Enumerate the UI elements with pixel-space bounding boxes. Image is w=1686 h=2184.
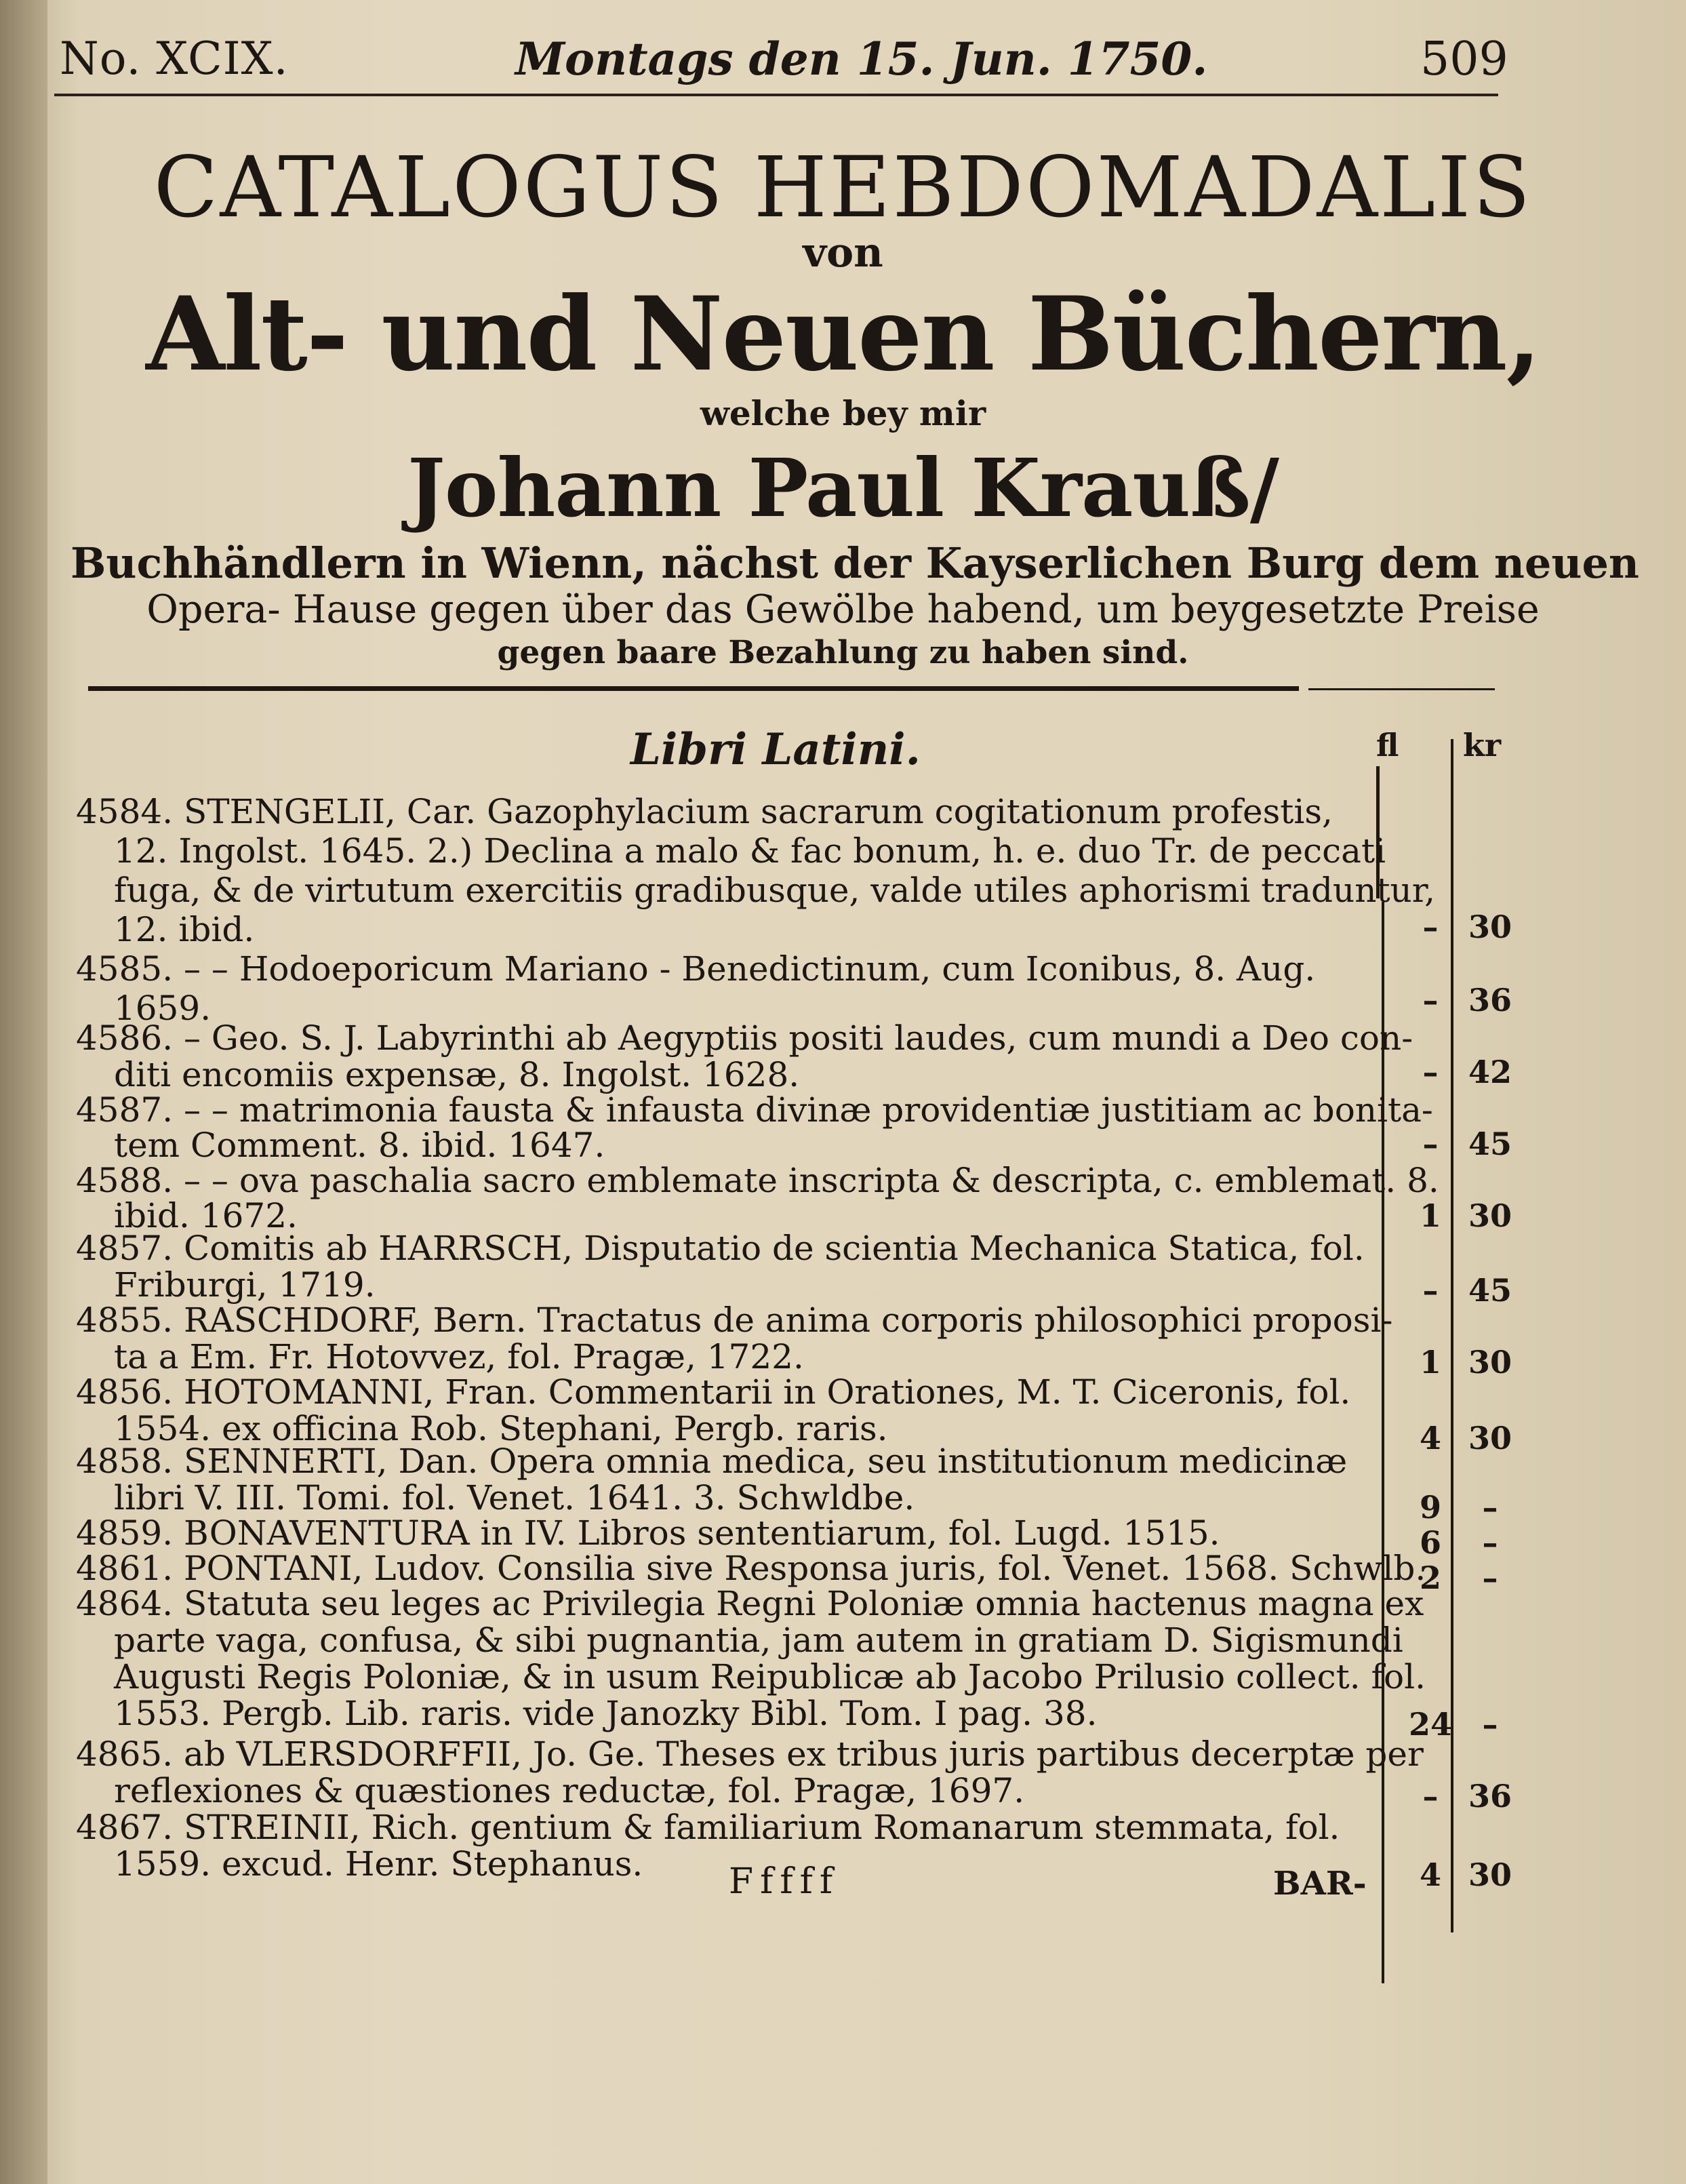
entry-line: ta a Em. Fr. Hotovvez, fol. Pragæ, 1722. bbox=[114, 1337, 804, 1376]
entry-line: 4864. Statuta seu leges ac Privilegia Regni Poloniæ omnia hactenus magna ex bbox=[76, 1584, 1424, 1623]
price-florin: 6 bbox=[1419, 1524, 1441, 1561]
price-kreuzer: – bbox=[1482, 1524, 1498, 1561]
title-rule bbox=[88, 686, 1299, 691]
bookseller-name: Johann Paul Krauß/ bbox=[407, 441, 1279, 535]
price-kreuzer: 45 bbox=[1468, 1126, 1512, 1162]
price-kreuzer: 45 bbox=[1468, 1272, 1512, 1309]
price-rule-left bbox=[1382, 902, 1384, 1983]
price-kreuzer: – bbox=[1482, 1489, 1498, 1526]
price-kreuzer: 30 bbox=[1468, 1857, 1512, 1893]
entry-line: 4865. ab VLERSDORFFII, Jo. Ge. Theses ex tribus juris partibus decerptæ per bbox=[76, 1734, 1424, 1774]
bookseller-address: Buchhändlern in Wienn, nächst der Kayserlichen Burg dem neuen bbox=[71, 538, 1639, 588]
entry-line: 1559. excud. Henr. Stephanus. bbox=[114, 1844, 643, 1884]
price-kreuzer: 42 bbox=[1468, 1054, 1512, 1090]
entry-line: 4861. PONTANI, Ludov. Consilia sive Responsa juris, fol. Venet. 1568. Schwlb. bbox=[76, 1549, 1426, 1588]
entry-line: reflexiones & quæstiones reductæ, fol. Pragæ, 1697. bbox=[114, 1771, 1025, 1810]
price-florin: 2 bbox=[1419, 1560, 1441, 1596]
price-kreuzer: – bbox=[1482, 1560, 1498, 1596]
entry-line: 12. Ingolst. 1645. 2.) Declina a malo & fac bonum, h. e. duo Tr. de peccati bbox=[114, 831, 1386, 871]
catchword: BAR- bbox=[1273, 1865, 1367, 1903]
entry-line: libri V. III. Tomi. fol. Venet. 1641. 3. Schwldbe. bbox=[114, 1478, 915, 1517]
price-kreuzer: 30 bbox=[1468, 1420, 1512, 1456]
entry-line: 4856. HOTOMANNI, Fran. Commentarii in Orationes, M. T. Ciceronis, fol. bbox=[76, 1372, 1351, 1412]
price-kreuzer: 30 bbox=[1468, 909, 1512, 945]
title-von: von bbox=[803, 229, 883, 277]
price-kreuzer: 36 bbox=[1468, 1778, 1512, 1814]
entry-line: fuga, & de virtutum exercitiis gradibusque, valde utiles aphorismi traduntur, bbox=[114, 871, 1436, 910]
entry-line: 4587. – – matrimonia fausta & infausta divinæ providentiæ justitiam ac bonita- bbox=[76, 1090, 1433, 1130]
price-florin: – bbox=[1422, 1054, 1439, 1090]
column-head-florin: fl bbox=[1376, 727, 1399, 763]
price-kreuzer: 30 bbox=[1468, 1344, 1512, 1381]
price-florin: – bbox=[1422, 1778, 1439, 1814]
signature-mark: Fffff bbox=[729, 1861, 840, 1902]
entry-line: 4586. – Geo. S. J. Labyrinthi ab Aegyptiis positi laudes, cum mundi a Deo con- bbox=[76, 1018, 1413, 1058]
bookseller-location: Opera- Hause gegen über das Gewölbe habend, um beygesetzte Preise bbox=[146, 587, 1540, 632]
entry-line: 1659. bbox=[114, 989, 212, 1028]
entry-line: parte vaga, confusa, & sibi pugnantia, jam autem in gratiam D. Sigismundi bbox=[114, 1621, 1403, 1660]
price-florin: – bbox=[1422, 1126, 1439, 1162]
column-head-kreuzer: kr bbox=[1463, 727, 1502, 763]
price-florin: 1 bbox=[1419, 1344, 1441, 1381]
entry-line: 4584. STENGELII, Car. Gazophylacium sacrarum cogitationum profestis, bbox=[76, 792, 1333, 831]
title-books: Alt- und Neuen Büchern, bbox=[146, 275, 1540, 394]
entry-line: 4855. RASCHDORF, Bern. Tractatus de anima corporis philosophici proposi- bbox=[76, 1301, 1393, 1340]
entry-line: ibid. 1672. bbox=[114, 1196, 298, 1235]
entry-line: 4858. SENNERTI, Dan. Opera omnia medica, seu institutionum medicinæ bbox=[76, 1442, 1348, 1481]
payment-note: gegen baare Bezahlung zu haben sind. bbox=[497, 634, 1189, 671]
header-rule bbox=[54, 94, 1498, 96]
title-rule-right bbox=[1308, 688, 1495, 690]
price-kreuzer: 30 bbox=[1468, 1197, 1512, 1234]
price-florin: 4 bbox=[1419, 1857, 1441, 1893]
issue-number: No. XCIX. bbox=[60, 33, 289, 85]
price-florin: – bbox=[1422, 1272, 1439, 1309]
price-kreuzer: 36 bbox=[1468, 982, 1512, 1018]
price-florin: – bbox=[1422, 909, 1439, 945]
entry-line: 1554. ex officina Rob. Stephani, Pergb. raris. bbox=[114, 1409, 888, 1448]
entry-line: 4859. BONAVENTURA in IV. Libros sententiarum, fol. Lugd. 1515. bbox=[76, 1513, 1220, 1553]
entry-line: 4588. – – ova paschalia sacro emblemate inscripta & descripta, c. emblemat. 8. bbox=[76, 1161, 1439, 1200]
catalog-title: CATALOGUS HEBDOMADALIS bbox=[153, 139, 1533, 237]
entry-line: Augusti Regis Poloniæ, & in usum Reipublicæ ab Jacobo Prilusio collect. fol. bbox=[114, 1657, 1426, 1696]
entry-line: tem Comment. 8. ibid. 1647. bbox=[114, 1126, 605, 1165]
price-florin: 1 bbox=[1419, 1197, 1441, 1234]
entry-line: 4867. STREINII, Rich. gentium & familiarium Romanarum stemmata, fol. bbox=[76, 1808, 1340, 1847]
issue-date: Montags den 15. Jun. 1750. bbox=[515, 33, 1208, 85]
entry-line: 4857. Comitis ab HARRSCH, Disputatio de scientia Mechanica Statica, fol. bbox=[76, 1229, 1365, 1268]
entry-line: 1553. Pergb. Lib. raris. vide Janozky Bibl. Tom. I pag. 38. bbox=[114, 1694, 1098, 1733]
page-number: 509 bbox=[1420, 33, 1508, 86]
price-kreuzer: – bbox=[1482, 1706, 1498, 1743]
price-florin: 9 bbox=[1419, 1489, 1441, 1526]
entry-line: Friburgi, 1719. bbox=[114, 1265, 376, 1305]
title-welche: welche bey mir bbox=[700, 393, 986, 433]
entry-line: 12. ibid. bbox=[114, 910, 255, 949]
section-heading: Libri Latini. bbox=[630, 724, 921, 775]
price-florin: 4 bbox=[1419, 1420, 1441, 1456]
entry-line: 4585. – – Hodoeporicum Mariano - Benedictinum, cum Iconibus, 8. Aug. bbox=[76, 949, 1316, 989]
price-florin: – bbox=[1422, 982, 1439, 1018]
entry-line: diti encomiis expensæ, 8. Ingolst. 1628. bbox=[114, 1055, 800, 1094]
price-florin: 24 bbox=[1408, 1706, 1452, 1743]
